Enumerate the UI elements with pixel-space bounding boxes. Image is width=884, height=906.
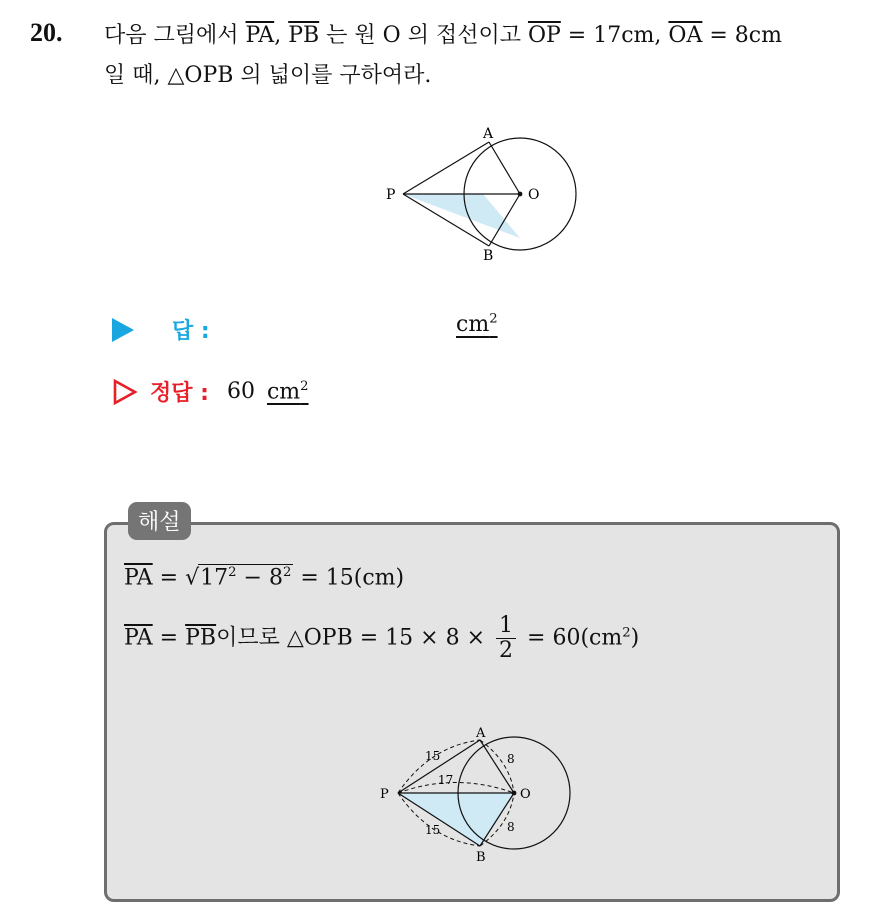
label-p: P xyxy=(386,187,396,203)
correct-label: 정답 : xyxy=(150,381,209,406)
expl-label-b: B xyxy=(476,850,486,865)
fraction-one-half: $\frac{1}{2}$ xyxy=(496,614,516,663)
op-value: = 17cm, xyxy=(567,23,662,48)
question-text-mid: 는 원 O 의 접선이고 xyxy=(326,23,521,48)
answer-unit-exp: 2 xyxy=(489,312,498,327)
correct-value: 60 xyxy=(226,379,255,404)
segment-op: $\overline{OP}$ xyxy=(527,23,561,48)
equals-sign: = xyxy=(159,565,179,591)
explanation-line-2: $\overline{PA} = \overline{PB}$이므로 △OPB = 15 × 8 × $\frac{1}{2}$ = $60(cm^2)$ xyxy=(124,613,640,664)
answer-unit: cm xyxy=(456,312,490,338)
question-text-prefix: 다음 그림에서 xyxy=(104,23,239,48)
explanation-line-1 xyxy=(124,564,404,590)
expl-label-o: O xyxy=(520,787,531,802)
expl2-unit: cm xyxy=(589,625,623,651)
equals-sign-2: = xyxy=(159,625,179,651)
comma: , xyxy=(274,23,282,48)
correct-unit: cm xyxy=(266,379,301,405)
dim-label-pb: 15 xyxy=(425,823,441,837)
correct-answer-row xyxy=(112,376,309,407)
dim-label-ob: 8 xyxy=(507,820,515,834)
answer-row xyxy=(112,314,210,345)
expl2-text: 이므로 △OPB = 15 × 8 × xyxy=(216,625,486,651)
tangent-pa xyxy=(403,142,489,194)
expl2-segment-pb: $\overline{PB}$ xyxy=(185,625,217,651)
dim-arc-po xyxy=(398,783,514,794)
oa-value: = 8cm xyxy=(709,23,782,48)
dim-label-po: 17 xyxy=(438,773,454,787)
expl-result-1: = 15(cm) xyxy=(300,565,405,591)
outline-triangle-icon xyxy=(112,379,138,405)
radius-oa xyxy=(489,142,520,194)
sqrt-symbol: √ xyxy=(185,565,200,591)
question-line-2: 일 때, △OPB 의 넓이를 구하여라. xyxy=(104,63,432,88)
label-b: B xyxy=(483,248,494,264)
explanation-figure xyxy=(370,722,580,867)
question-line-1 xyxy=(104,18,782,49)
expl-label-p: P xyxy=(380,787,389,802)
play-triangle-icon xyxy=(112,318,134,342)
correct-unit-exp: 2 xyxy=(300,378,309,394)
sqrt-radicand: $17^2 - 8^2$ xyxy=(200,565,292,591)
label-a: A xyxy=(483,126,494,142)
center-point xyxy=(518,192,523,197)
expl-segment-pa: $\overline{PA}$ xyxy=(124,565,153,591)
segment-pa: $\overline{PA}$ xyxy=(245,23,275,48)
answer-label: 답 : xyxy=(172,319,210,344)
dim-label-pa: 15 xyxy=(425,749,441,763)
segment-pb: $\overline{PB}$ xyxy=(288,23,320,48)
segment-oa: $\overline{OA}$ xyxy=(668,23,703,48)
dim-label-oa: 8 xyxy=(507,752,515,766)
answer-blank[interactable] xyxy=(456,312,498,337)
tangent-figure xyxy=(370,118,590,268)
expl-label-a: A xyxy=(476,726,486,741)
expl2-result: = 60( xyxy=(527,625,590,651)
question-number: 20. xyxy=(30,18,63,47)
label-o: O xyxy=(528,187,540,203)
explanation-tag: 해설 xyxy=(128,502,191,540)
expl2-segment-pa: $\overline{PA}$ xyxy=(124,625,153,651)
shaded-triangle-opb xyxy=(403,194,520,238)
